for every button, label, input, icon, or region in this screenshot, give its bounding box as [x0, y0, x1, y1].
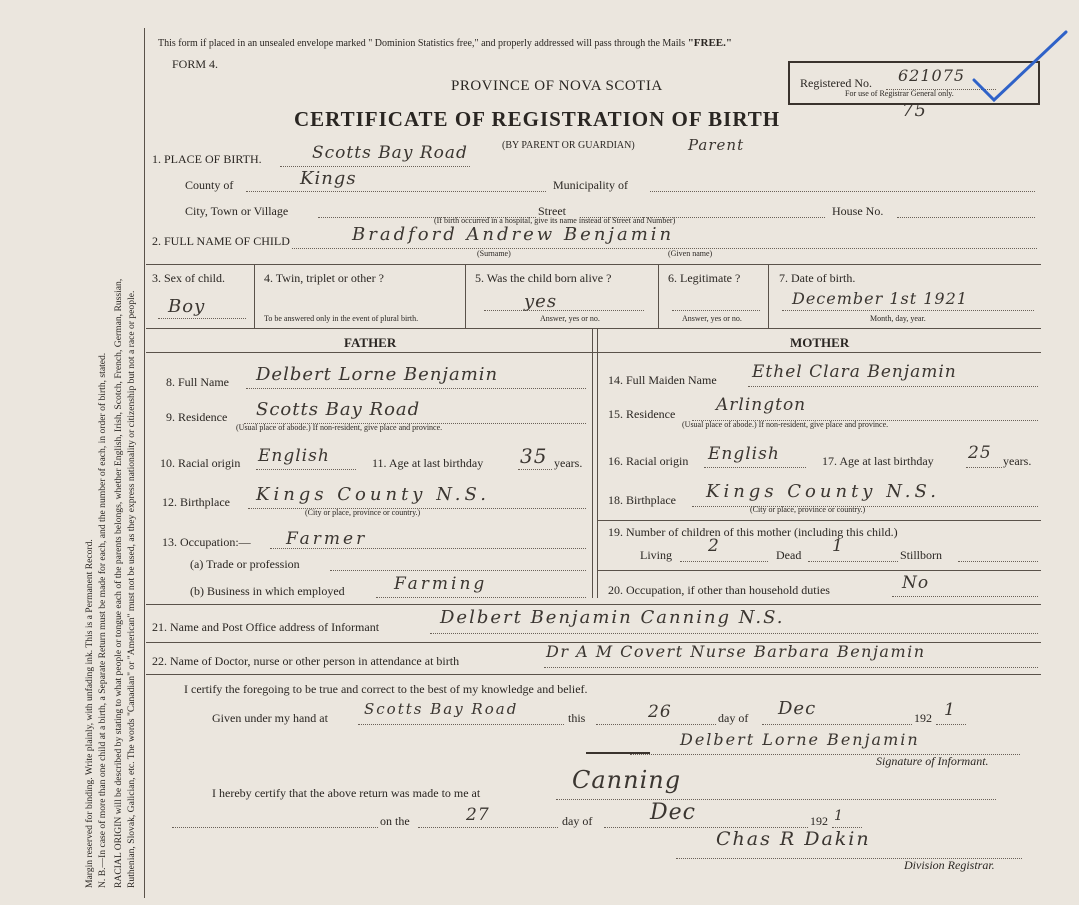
registrar-signature: Chas R Dakin: [716, 828, 871, 850]
born-alive-note: Answer, yes or no.: [540, 314, 600, 323]
return-made-label: I hereby certify that the above return was made to me at: [212, 786, 481, 800]
father-residence-note: (Usual place of abode.) If non-resident, give place and province.: [236, 423, 443, 432]
born-alive-label: 5. Was the child born alive ?: [475, 271, 612, 285]
doctor-label: 22. Name of Doctor, nurse or other person in attendance at birth: [152, 654, 460, 668]
sex-value: Boy: [168, 296, 206, 317]
living-label: Living: [640, 548, 672, 562]
registered-number: 621075: [898, 66, 966, 85]
trade-label: (a) Trade or profession: [190, 557, 300, 571]
given-year-prefix: 192: [914, 711, 932, 725]
mother-heading: MOTHER: [790, 335, 850, 350]
father-birthplace-note: (City or place, province or country.): [305, 508, 421, 517]
father-racial-origin-value: English: [258, 446, 330, 466]
on-the-label: on the: [380, 814, 410, 828]
county-value: Kings: [300, 168, 357, 189]
sex-label: 3. Sex of child.: [152, 271, 225, 285]
mail-notice: This form if placed in an unsealed envelope marked " Dominion Statistics free," and properly addressed will pass through the Mails "FREE.": [158, 37, 733, 49]
surname-note: (Surname): [477, 249, 511, 258]
dead-value: 1: [832, 536, 844, 556]
side-note-3: RACIAL ORIGIN will be described by stating to what people or tongue each of the parents belongs, whether English, Irish, Scotch, French, German, Russian,: [113, 278, 124, 888]
dead-label: Dead: [776, 548, 802, 562]
certify-statement: I certify the foregoing to be true and correct to the best of my knowledge and belief.: [184, 682, 588, 696]
children-count-label: 19. Number of children of this mother (including this child.): [608, 525, 898, 539]
mother-occupation-label: 20. Occupation, if other than household duties: [608, 583, 830, 597]
form-number: FORM 4.: [172, 57, 219, 71]
registrar-note: For use of Registrar General only.: [845, 89, 954, 98]
county-label: County of: [185, 178, 234, 192]
child-name-label: 2. FULL NAME OF CHILD: [152, 234, 290, 248]
municipality-label: Municipality of: [553, 178, 628, 192]
title-mark: 75: [902, 100, 927, 121]
mother-birthplace-label: 18. Birthplace: [608, 493, 676, 507]
given-day-value: 26: [648, 702, 672, 722]
place-of-birth-label: 1. PLACE OF BIRTH.: [152, 152, 262, 166]
mother-residence-value: Arlington: [716, 395, 807, 415]
given-year-value: 1: [944, 700, 956, 720]
return-year-value: 1: [834, 808, 844, 824]
side-note-4: Ruthenian, Slovak, Galician, etc. The words "Canadian" or "American" must not be used, as they express nationality or citizenship but not a race or people.: [126, 290, 137, 888]
doctor-value: Dr A M Covert Nurse Barbara Benjamin: [546, 642, 926, 661]
father-residence-label: 9. Residence: [166, 410, 228, 424]
certificate-title: CERTIFICATE OF REGISTRATION OF BIRTH: [294, 107, 781, 131]
place-of-birth-value: Scotts Bay Road: [312, 143, 468, 163]
born-alive-value: yes: [524, 291, 558, 312]
mother-racial-origin-value: English: [708, 444, 780, 464]
legitimate-note: Answer, yes or no.: [682, 314, 742, 323]
informant-label: 21. Name and Post Office address of Informant: [152, 620, 380, 634]
given-day-of-label: day of: [718, 711, 749, 725]
street-label: Street: [538, 204, 566, 218]
twin-label: 4. Twin, triplet or other ?: [264, 271, 384, 285]
father-occupation-value: Farmer: [286, 529, 368, 549]
father-name-value: Delbert Lorne Benjamin: [256, 364, 499, 385]
father-name-label: 8. Full Name: [166, 375, 229, 389]
father-racial-origin-label: 10. Racial origin: [160, 456, 241, 470]
registered-label: Registered No.: [800, 76, 872, 90]
mother-name-value: Ethel Clara Benjamin: [752, 362, 957, 382]
given-month-value: Dec: [778, 698, 817, 719]
mother-age-value: 25: [968, 443, 992, 463]
father-age-label: 11. Age at last birthday: [372, 456, 484, 470]
house-number-label: House No.: [832, 204, 884, 218]
margin-rule: [144, 28, 145, 898]
mother-occupation-value: No: [902, 573, 930, 593]
given-name-note: (Given name): [668, 249, 713, 258]
father-residence-value: Scotts Bay Road: [256, 399, 421, 420]
by-parent-label: (BY PARENT OR GUARDIAN): [502, 140, 635, 151]
father-heading: FATHER: [344, 335, 397, 350]
mother-name-label: 14. Full Maiden Name: [608, 373, 717, 387]
return-place-value: Canning: [572, 766, 682, 794]
return-day-value: 27: [466, 805, 490, 825]
father-birthplace-value: Kings County N.S.: [256, 484, 490, 505]
father-birthplace-label: 12. Birthplace: [162, 495, 230, 509]
mother-birthplace-note: (City or place, province or country.): [750, 505, 866, 514]
signature-of-informant-label: Signature of Informant.: [876, 754, 989, 768]
return-day-of-label: day of: [562, 814, 593, 828]
mother-birthplace-value: Kings County N.S.: [706, 481, 940, 502]
hospital-note: (If birth occurred in a hospital, give its name instead of Street and Number): [434, 216, 676, 225]
mother-age-label: 17. Age at last birthday: [822, 454, 934, 468]
by-parent-value: Parent: [688, 136, 745, 154]
living-value: 2: [708, 536, 720, 556]
mother-racial-origin-label: 16. Racial origin: [608, 454, 689, 468]
province-heading: PROVINCE OF NOVA SCOTIA: [451, 78, 663, 94]
twin-note: To be answered only in the event of plural birth.: [264, 314, 419, 323]
dob-value: December 1st 1921: [792, 289, 968, 308]
father-occupation-label: 13. Occupation:—: [162, 535, 251, 549]
stillborn-label: Stillborn: [900, 548, 943, 562]
city-label: City, Town or Village: [185, 204, 289, 218]
this-label: this: [568, 711, 586, 725]
business-label: (b) Business in which employed: [190, 584, 345, 598]
father-years-label: years.: [554, 456, 583, 470]
informant-signature: Delbert Lorne Benjamin: [680, 730, 920, 749]
business-value: Farming: [394, 574, 488, 594]
informant-value: Delbert Benjamin Canning N.S.: [440, 607, 785, 628]
father-age-value: 35: [520, 444, 548, 468]
return-year-prefix: 192: [810, 814, 828, 828]
side-note-2: N. B.—In case of more than one child at a birth, a Separate Return must be made for each, and the number of each, in order of birth, stated.: [97, 352, 108, 888]
mother-residence-label: 15. Residence: [608, 407, 676, 421]
return-month-value: Dec: [650, 800, 696, 825]
mother-residence-note: (Usual place of abode.) If non-resident, give place and province.: [682, 420, 889, 429]
dob-label: 7. Date of birth.: [779, 271, 856, 285]
given-under-label: Given under my hand at: [212, 711, 328, 725]
division-registrar-label: Division Registrar.: [904, 858, 995, 872]
mother-years-label: years.: [1003, 454, 1032, 468]
given-place-value: Scotts Bay Road: [364, 700, 519, 718]
child-name-value: Bradford Andrew Benjamin: [352, 224, 675, 245]
side-note-1: Margin reserved for binding. Write plainly, with unfading ink. This is a Permanent Record.: [84, 539, 95, 888]
blue-check-mark-icon: [970, 28, 1070, 108]
dob-note: Month, day, year.: [870, 314, 926, 323]
legitimate-label: 6. Legitimate ?: [668, 271, 741, 285]
